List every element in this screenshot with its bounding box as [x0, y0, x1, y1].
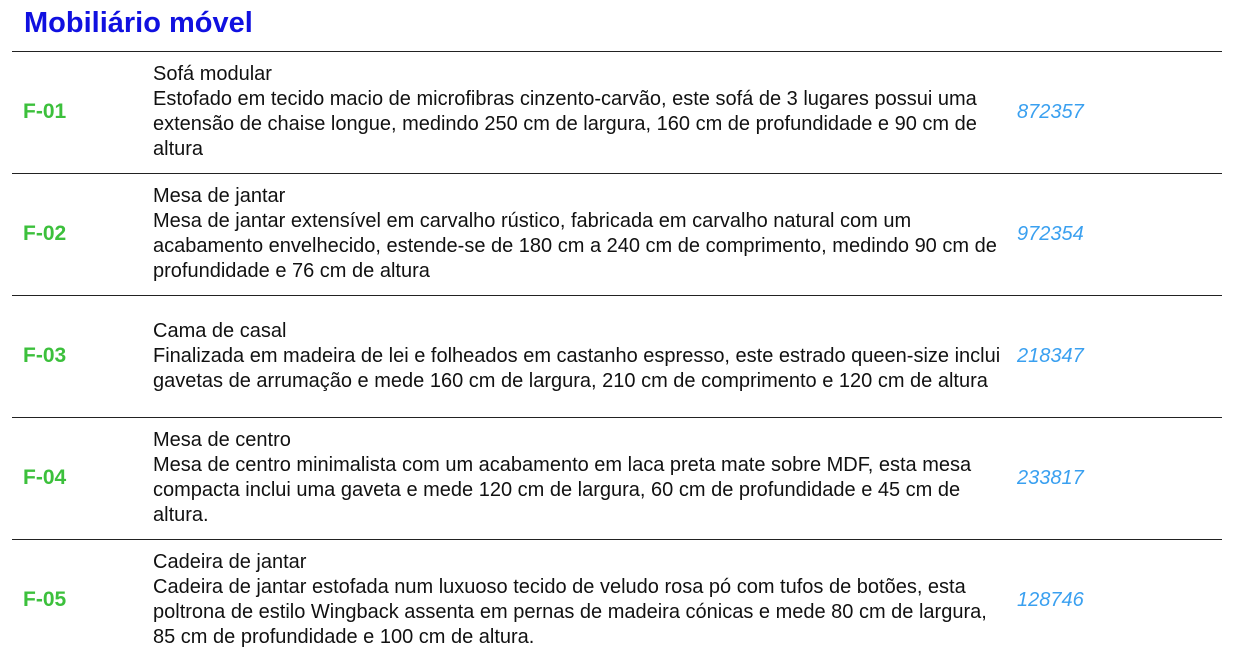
list-item: [12, 51, 1222, 173]
item-content: [153, 52, 1003, 172]
item-reference: 972354: [1017, 222, 1084, 245]
item-content: [153, 418, 1003, 538]
item-name: Cadeira de jantar: [153, 551, 307, 573]
item-name: Mesa de jantar: [153, 185, 286, 207]
item-content: [153, 540, 1003, 660]
furniture-list: [12, 51, 1222, 661]
item-reference: 218347: [1017, 344, 1084, 367]
item-description: Cadeira de jantar estofada num luxuoso tecido de veludo rosa pó com tufos de botões, esta poltrona de estilo Wingback assenta em pernas de madeira cónicas e mede 80 cm de largura, 85 cm de profundidade e 100 cm de altura.: [153, 576, 987, 648]
item-reference: 872357: [1017, 100, 1084, 123]
item-code: F-05: [23, 588, 67, 611]
item-reference: 128746: [1017, 588, 1084, 611]
list-item: [12, 173, 1222, 295]
list-item: [12, 417, 1222, 539]
item-content: [153, 174, 1003, 294]
item-code: F-01: [23, 100, 67, 123]
item-description: Mesa de jantar extensível em carvalho rústico, fabricada em carvalho natural com um acabamento envelhecido, estende-se de 180 cm a 240 cm de comprimento, medindo 90 cm de profundidade e 76 cm de altura: [153, 210, 997, 282]
item-reference: 233817: [1017, 466, 1084, 489]
list-item: [12, 539, 1222, 661]
item-code: F-04: [23, 466, 67, 489]
item-description: Mesa de centro minimalista com um acabamento em laca preta mate sobre MDF, esta mesa compacta inclui uma gaveta e mede 120 cm de largura, 60 cm de profundidade e 45 cm de altura.: [153, 454, 972, 526]
item-code: F-02: [23, 222, 67, 245]
item-name: Mesa de centro: [153, 429, 291, 451]
item-content: [153, 296, 1003, 416]
item-name: Cama de casal: [153, 319, 287, 342]
item-description: Estofado em tecido macio de microfibras cinzento-carvão, este sofá de 3 lugares possui uma extensão de chaise longue, medindo 250 cm de largura, 160 cm de profundidade e 90 cm de altura: [153, 88, 977, 160]
item-code: F-03: [23, 344, 67, 367]
page-title: Mobiliário móvel: [24, 7, 253, 39]
item-description: Finalizada em madeira de lei e folheados em castanho espresso, este estrado queen-size inclui gavetas de arrumação e mede 160 cm de largura, 210 cm de comprimento e 120 cm de altura: [153, 344, 1001, 392]
item-name: Sofá modular: [153, 63, 272, 85]
list-item: [12, 295, 1222, 417]
